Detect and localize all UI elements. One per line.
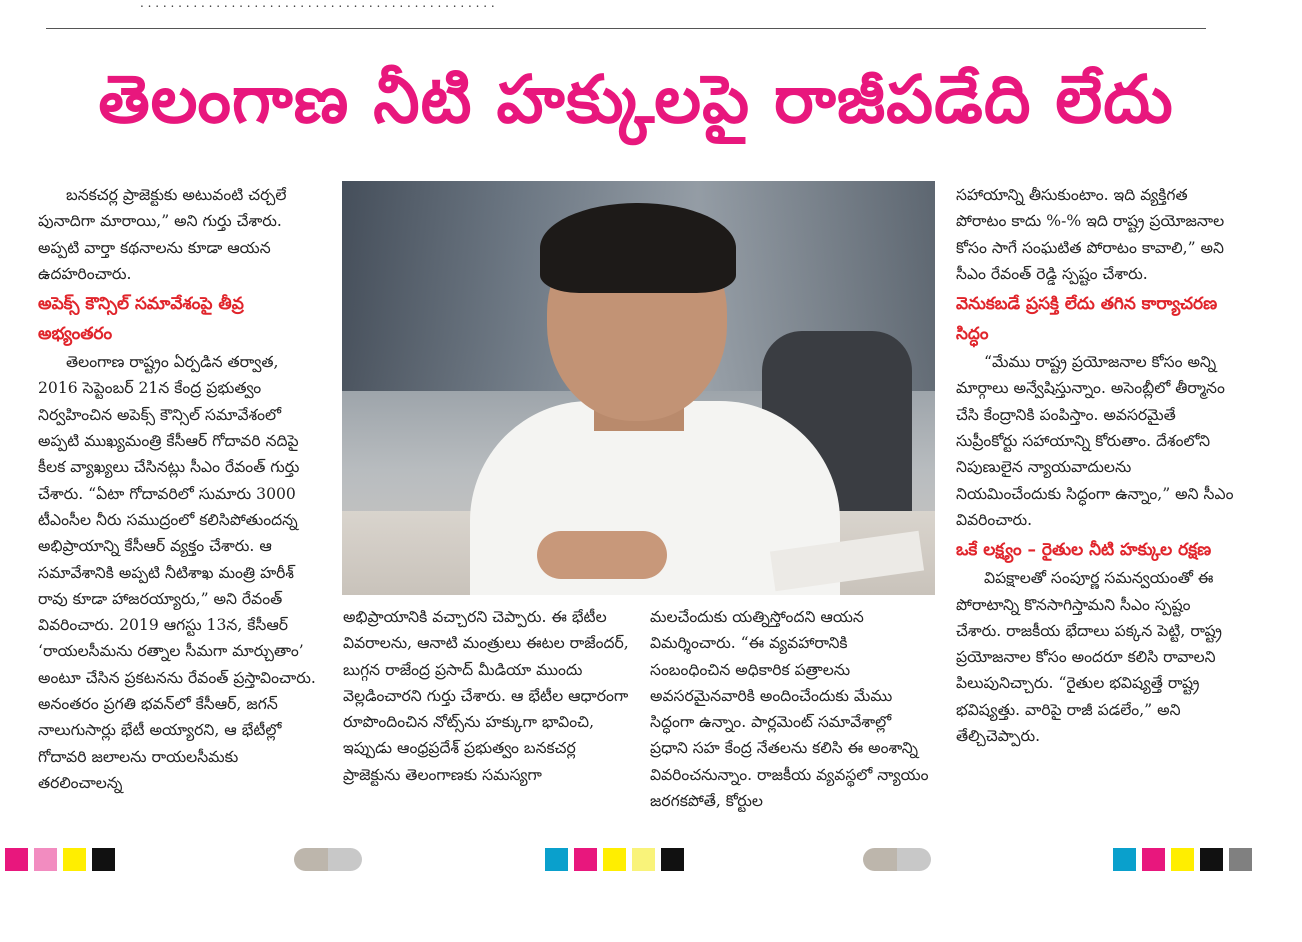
column-4 [956,182,1238,749]
paragraph: బనకచర్ల ప్రాజెక్టుకు అటువంటి చర్చలే పునాదిగా మారాయి,” అని గుర్తు చేశారు. అప్పటి వార్తా కథనాలను కూడా ఆయన ఉదహరించారు. [38,186,287,283]
headline: తెలంగాణ నీటి హక్కులపై రాజీపడేది లేదు [98,61,1174,138]
color-registration-marks-left [5,848,121,871]
paragraph: అభిప్రాయానికి వచ్చారని చెప్పారు. ఈ భేటీల వివరాలను, ఆనాటి మంత్రులు ఈటల రాజేందర్, బుగ్గన రాజేంద్ర ప్రసాద్ మీడియా ముందు వెల్లడించారని గుర్తు చేశారు. ఆ భేటీల ఆధారంగా రూపొందించిన నోట్స్‌ను హక్కుగా భావించి, ఇప్పుడు ఆంధ్రప్రదేశ్ ప్రభుత్వం బనకచర్ల ప్రాజెక్టును తెలంగాణకు సమస్యగా [343,608,629,784]
hands-shape [537,531,667,579]
paragraph: విపక్షాలతో సంపూర్ణ సమన్వయంతో ఈ పోరాటాన్ని కొనసాగిస్తామని సీఎం స్పష్టం చేశారు. రాజకీయ భేదాలు పక్కన పెట్టి, రాష్ట్ర ప్రయోజనాల కోసం అందరూ కలిసి రావాలని పిలుపునిచ్చారు. “రైతుల భవిష్యత్తే రాష్ట్ర భవిష్యత్తు. వారిపై రాజీ పడలేం,” అని తేల్చిచెప్పారు. [956,569,1222,746]
color-registration-marks-right [1113,848,1258,871]
gray-registration-pill-right [863,848,931,871]
color-swatch [661,848,684,871]
paragraph: సహాయాన్ని తీసుకుంటాం. ఇది వ్యక్తిగత పోరాటం కాదు %-% ఇది రాష్ట్ర ప్రయోజనాల కోసం సాగే సంఘటిత పోరాటం కావాలి,” అని సీఎం రేవంత్ రెడ్డి స్పష్టం చేశారు. [956,186,1225,283]
color-swatch [545,848,568,871]
color-swatch [92,848,115,871]
color-swatch [63,848,86,871]
top-divider [46,28,1206,29]
color-registration-marks-center [545,848,690,871]
column-1 [38,182,320,796]
color-swatch [1200,848,1223,871]
paragraph: తెలంగాణ రాష్ట్రం ఏర్పడిన తర్వాత, 2016 సెప్టెంబర్ 21న కేంద్ర ప్రభుత్వం నిర్వహించిన అపెక్స్ కౌన్సిల్ సమావేశంలో అప్పటి ముఖ్యమంత్రి కేసీఆర్ గోదావరి నదిపై కీలక వ్యాఖ్యలు చేసినట్లు సీఎం రేవంత్ గుర్తు చేశారు. “ఏటా గోదావరిలో సుమారు 3000 టీఎంసీల నీరు సముద్రంలో కలిసిపోతుందన్న అభిప్రాయాన్ని కేసీఆర్ వ్యక్తం చేశారు. ఆ సమావేశానికి అప్పటి నీటిశాఖ మంత్రి హరీశ్ రావు కూడా హాజరయ్యారు,” అని రేవంత్ వివరించారు. 2019 ఆగస్టు 13న, కేసీఆర్ ‘రాయలసీమను రత్నాల సీమగా మార్చుతాం’ అంటూ చేసిన ప్రకటనను రేవంత్ ప్రస్తావించారు. అనంతరం ప్రగతి భవన్‌లో కేసీఆర్, జగన్ నాలుగుసార్లు భేటీ అయ్యారని, ఆ భేటీల్లో గోదావరి జలాలను రాయలసీమకు తరలించాలన్న [38,353,316,792]
subheading: వెనుకబడే ప్రసక్తి లేదు తగిన కార్యాచరణ సిద్ధం [956,294,1218,345]
color-swatch [574,848,597,871]
hair-shape [540,203,736,293]
color-swatch [5,848,28,871]
gray-registration-pill-left [294,848,362,871]
color-swatch [1113,848,1136,871]
color-swatch [1142,848,1165,871]
paragraph: “మేము రాష్ట్ర ప్రయోజనాల కోసం అన్ని మార్గాలు అన్వేషిస్తున్నాం. అసెంబ్లీలో తీర్మానం చేసి కేంద్రానికి పంపిస్తాం. అవసరమైతే సుప్రీంకోర్టు సహాయాన్ని కోరుతాం. దేశంలోని నిపుణులైన న్యాయవాదులను నియమించేందుకు సిద్ధంగా ఉన్నాం,” అని సీఎం వివరించారు. [956,353,1234,529]
person-photo [342,181,935,595]
color-swatch [632,848,655,871]
color-swatch [1171,848,1194,871]
paragraph: మలచేందుకు యత్నిస్తోందని ఆయన విమర్శించారు. “ఈ వ్యవహారానికి సంబంధించిన అధికారిక పత్రాలను అవసరమైనవారికి అందించేందుకు మేము సిద్ధంగా ఉన్నాం. పార్లమెంట్ సమావేశాల్లో ప్రధాని సహ కేంద్ర నేతలను కలిసి ఈ అంశాన్ని వివరించనున్నాం. రాజకీయ వ్యవస్థలో న్యాయం జరగకపోతే, కోర్టుల [650,608,929,811]
color-swatch [603,848,626,871]
cropped-previous-text: . . . . . . . . . . . . . . . . . . . . . . . . . . . . . . . . . . . . . . . . . . . . . . . [140,0,495,8]
color-swatch [34,848,57,871]
subheading: ఒకే లక్ష్యం – రైతుల నీటి హక్కుల రక్షణ [956,540,1212,561]
column-3 [650,604,930,814]
subheading: అపెక్స్ కౌన్సిల్ సమావేశంపై తీవ్ర అభ్యంతరం [38,294,244,345]
column-2 [343,604,633,788]
color-swatch [1229,848,1252,871]
